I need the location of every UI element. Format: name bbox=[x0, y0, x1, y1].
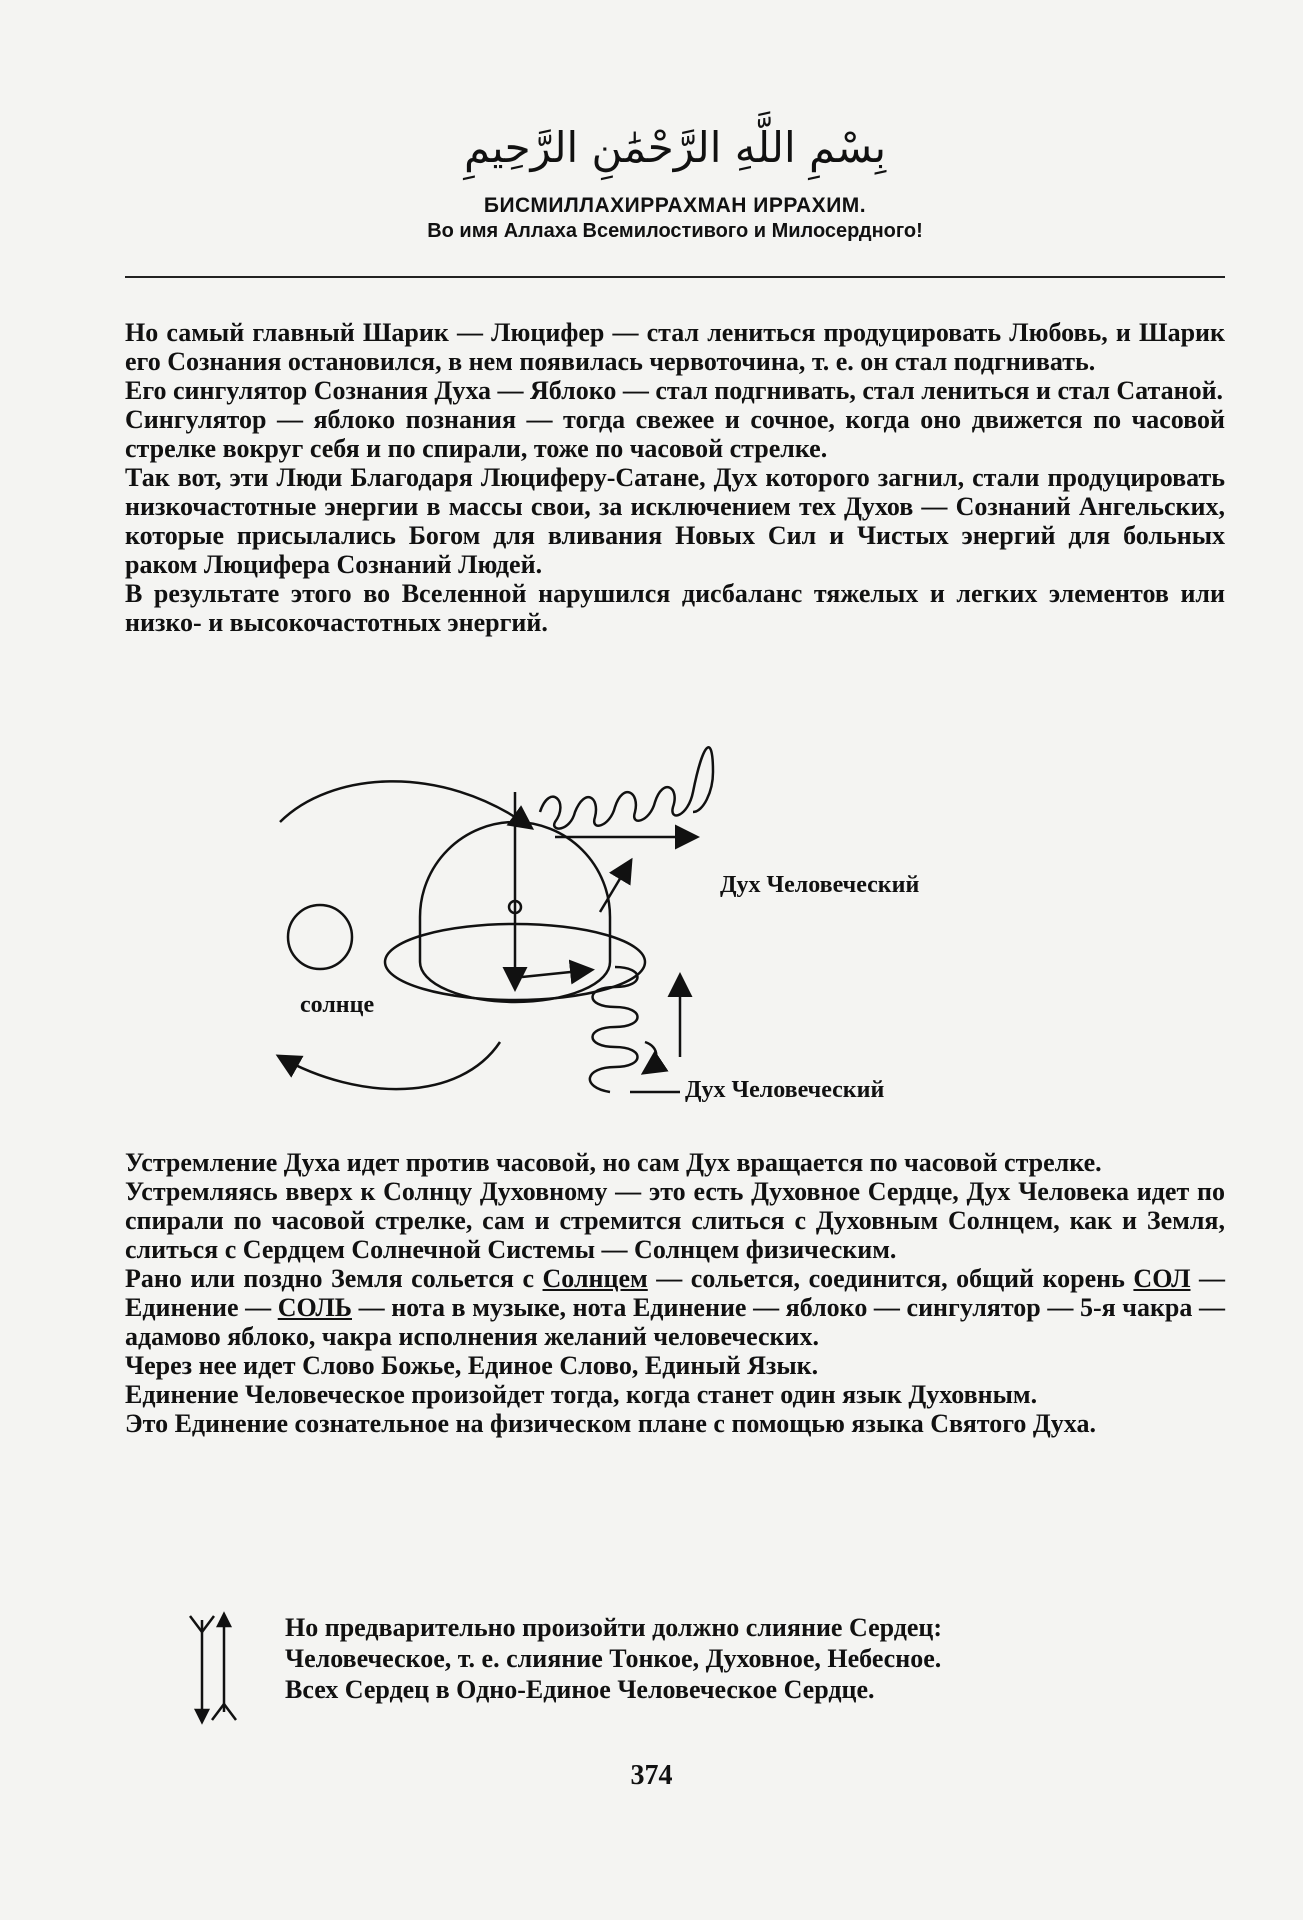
basmala-calligraphy-text: بِسْمِ اللَّهِ الرَّحْمَٰنِ الرَّحِيمِ bbox=[463, 123, 887, 172]
header bbox=[125, 110, 1225, 243]
top-text-block bbox=[125, 318, 1225, 637]
spiral-bottom-curl bbox=[645, 1042, 656, 1072]
basmala-subtitle: Во имя Аллаха Всемилостивого и Милосердного! bbox=[427, 220, 923, 242]
paragraph: Но самый главный Шарик — Люцифер — стал лениться продуцировать Любовь, и Шарик его Сознания остановился, в нем появилась червоточина, т. е. он стал подгнивать. bbox=[125, 318, 1225, 376]
underlined-word: СОЛЬ bbox=[277, 1293, 352, 1322]
bottom-text-block bbox=[125, 1148, 1225, 1438]
cosmology-diagram bbox=[260, 752, 1160, 1152]
arrows-text-block bbox=[285, 1612, 1245, 1705]
paragraph: Устремление Духа идет против часовой, но сам Дух вращается по часовой стрелке. bbox=[125, 1148, 1102, 1177]
orbit-arrow-bottom bbox=[280, 1042, 500, 1089]
paragraph: В результате этого во Вселенной нарушился дисбаланс тяжелых и легких элементов или низко- и высокочастотных энергий. bbox=[125, 579, 1225, 637]
page-number: 374 bbox=[630, 1760, 673, 1791]
paragraph: Единение Человеческое произойдет тогда, когда станет один язык Духовным. bbox=[125, 1380, 1038, 1409]
paragraph: Через нее идет Слово Божье, Единое Слово, Единый Язык. bbox=[125, 1351, 819, 1380]
basmala-title: БИСМИЛЛАХИРРАХМАН ИРРАХИМ. bbox=[483, 194, 867, 217]
text-span: — нота в музыке, нота Единение — яблоко — сингулятор — 5-я чакра — адамово яблоко, чакра исполнения желаний человеческих. bbox=[125, 1293, 1225, 1351]
spirit-label-top: Дух Человеческий bbox=[720, 872, 920, 898]
text-span: Рано или поздно Земля сольется с bbox=[125, 1264, 543, 1293]
paragraph-line: Но предварительно произойти должно слияние Сердец: bbox=[285, 1613, 943, 1642]
paragraph-line: Человеческое, т. е. слияние Тонкое, Духовное, Небесное. bbox=[285, 1644, 942, 1673]
paragraph: Сингулятор — яблоко познания — тогда свежее и сочное, когда оно движется по часовой стрелке вокруг себя и по спирали, тоже по часовой стрелке. bbox=[125, 405, 1225, 463]
orbit-arrow-top bbox=[280, 781, 530, 827]
underlined-word: Солнцем bbox=[542, 1264, 648, 1293]
paragraph: Это Единение сознательное на физическом плане с помощью языка Святого Духа. bbox=[125, 1409, 1096, 1438]
underlined-word: СОЛ bbox=[1133, 1264, 1191, 1293]
header-divider bbox=[125, 276, 1225, 278]
paragraph-line: Всех Сердец в Одно-Единое Человеческое Сердце. bbox=[285, 1675, 875, 1704]
basmala-calligraphy bbox=[463, 110, 887, 190]
sun-label: солнце bbox=[300, 992, 375, 1018]
paragraph: Так вот, эти Люди Благодаря Люциферу-Сатане, Дух которого загнил, стали продуцировать низкочастотные энергии в массы свои, за исключением тех Духов — Сознаний Ангельских, которые присылались Богом для вливания Новых Сил и Чистых энергий для больных раком Люцифера Сознаний Людей. bbox=[125, 463, 1225, 579]
rotation-arrow bbox=[522, 970, 590, 977]
text-span: — Единение — bbox=[125, 1264, 1226, 1322]
up-down-arrows-icon bbox=[180, 1612, 250, 1722]
spirit-label-bottom: Дух Человеческий bbox=[685, 1077, 885, 1103]
paragraph: Его сингулятор Сознания Духа — Яблоко — стал подгнивать, стал лениться и стал Сатаной. bbox=[125, 376, 1224, 405]
spiral-top bbox=[540, 747, 713, 828]
paragraph bbox=[125, 1264, 1225, 1351]
text-span: — сольется, соединится, общий корень bbox=[647, 1264, 1134, 1293]
paragraph: Устремляясь вверх к Солнцу Духовному — это есть Духовное Сердце, Дух Человека идет по спирали по часовой стрелке, сам и стремится слиться с Духовным Солнцем, как и Земля, слиться с Сердцем Солнечной Системы — Солнцем физическим. bbox=[125, 1177, 1225, 1264]
sun-circle bbox=[288, 905, 352, 969]
